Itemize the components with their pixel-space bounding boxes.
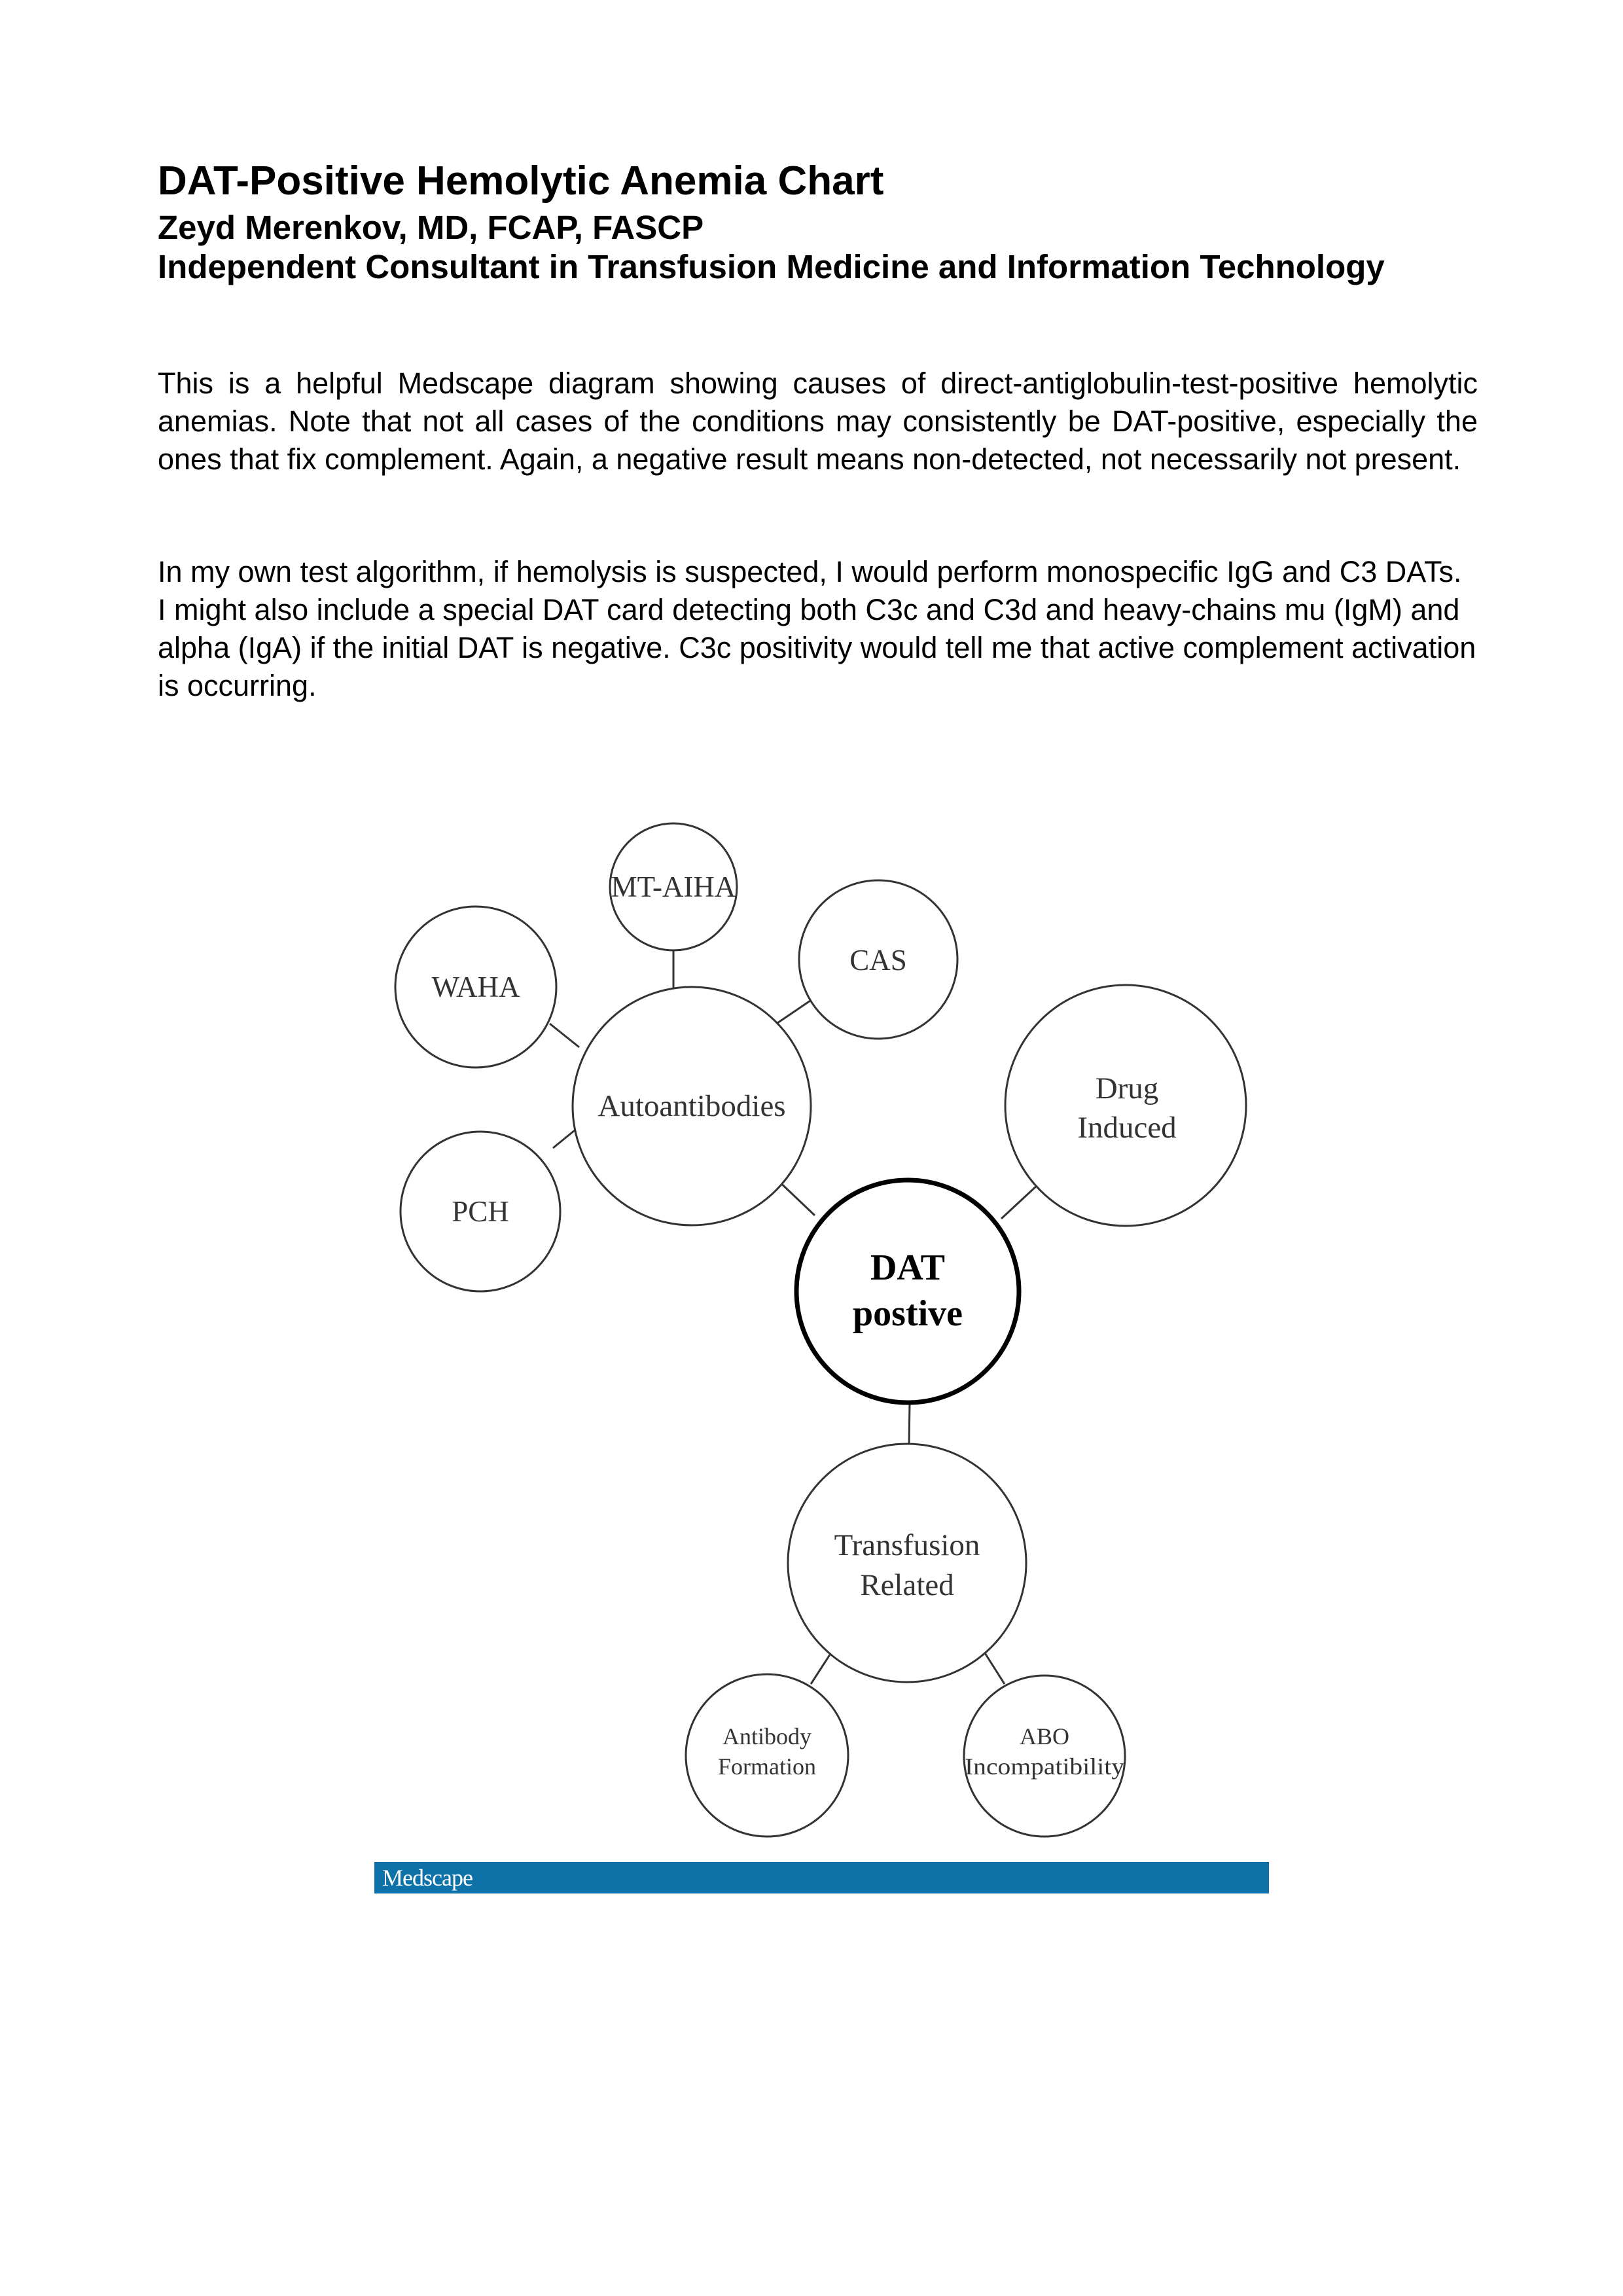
node-waha-label: WAHA: [431, 971, 520, 1003]
node-antibody-formation-line1: Antibody: [722, 1723, 812, 1749]
node-drug-induced-line2: Induced: [1077, 1111, 1177, 1145]
author-line: Zeyd Merenkov, MD, FCAP, FASCP: [158, 209, 704, 246]
connector-transfusion-abo: [983, 1650, 1005, 1684]
document-title: DAT-Positive Hemolytic Anemia Chart: [158, 158, 884, 204]
medscape-banner: [374, 1862, 1269, 1893]
connector-pch-autoantibodies: [553, 1128, 578, 1148]
node-dat-positive-line2: postive: [853, 1293, 963, 1334]
node-transfusion-related-line2: Related: [860, 1568, 954, 1602]
node-pch: [401, 1132, 560, 1291]
node-antibody-formation: [686, 1674, 848, 1837]
node-abo-incompatibility: [964, 1676, 1125, 1837]
medscape-banner-label: Medscape: [382, 1865, 473, 1891]
node-abo-incompatibility-line1: ABO: [1019, 1723, 1070, 1749]
connector-center-transfusion: [909, 1403, 910, 1445]
node-cas-label: CAS: [849, 944, 907, 977]
node-drug-induced-line1: Drug: [1095, 1071, 1159, 1105]
node-cas: [799, 880, 957, 1039]
node-drug-induced: [1005, 985, 1246, 1226]
node-transfusion-related: [788, 1444, 1026, 1682]
connector-drug-center: [1001, 1185, 1038, 1219]
node-abo-incompatibility-line2: Incompatibility: [965, 1753, 1124, 1780]
paragraph-intro: This is a helpful Medscape diagram showing causes of direct-antiglobulin-test-positive hemolytic anemias. Note that not all cases of the conditions may consistently be DAT-positive, especially the ones that fix complement. Again, a negative result means non-detected, not necessarily not present.: [158, 367, 1478, 476]
node-pch-label: PCH: [452, 1195, 509, 1228]
paragraph-algorithm: In my own test algorithm, if hemolysis is suspected, I would perform monospecific IgG and C3 DATs. I might also include a special DAT card detecting both C3c and C3d and heavy-chains mu (IgM) and alpha (IgA) if the initial DAT is negative. C3c positivity would tell me that active complement activation is occurring.: [158, 555, 1476, 702]
node-mt-aiha-label: MT-AIHA: [611, 870, 736, 903]
connector-waha-autoantibodies: [550, 1024, 579, 1047]
node-waha: [395, 906, 556, 1067]
node-transfusion-related-line1: Transfusion: [834, 1528, 980, 1562]
node-dat-positive: [796, 1180, 1019, 1403]
node-autoantibodies: [573, 987, 811, 1225]
connector-cas-autoantibodies: [776, 1001, 810, 1024]
node-antibody-formation-line2: Formation: [718, 1753, 816, 1780]
node-mt-aiha: [610, 823, 737, 950]
node-dat-positive-line1: DAT: [870, 1247, 946, 1288]
affiliation-line: Independent Consultant in Transfusion Medicine and Information Technology: [158, 248, 1385, 285]
node-autoantibodies-label: Autoantibodies: [597, 1089, 786, 1123]
